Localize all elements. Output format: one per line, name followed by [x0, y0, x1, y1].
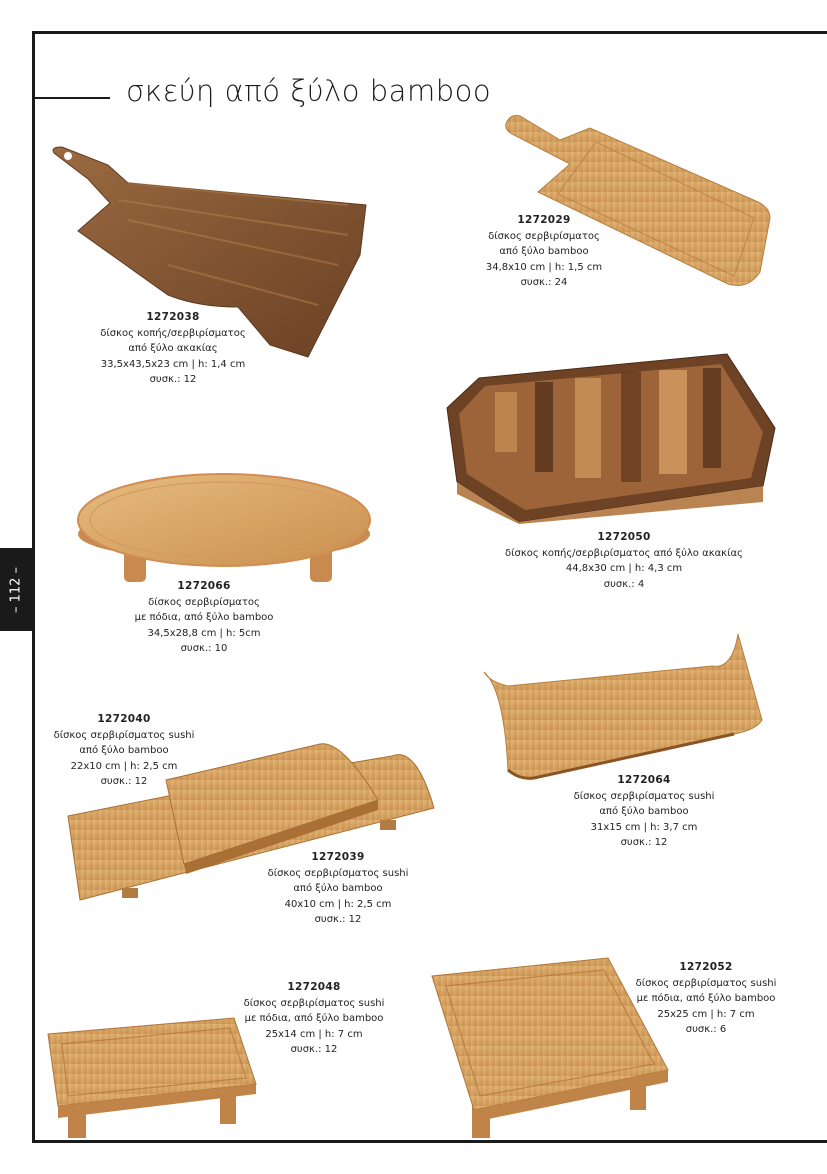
product-dimensions: 34,8x10 cm | h: 1,5 cm: [485, 261, 603, 273]
title-rule: [35, 97, 110, 99]
product-caption-1272029: [444, 213, 644, 291]
product-caption-1272066: [104, 579, 304, 657]
product-dimensions: 25x14 cm | h: 7 cm: [265, 1028, 363, 1040]
product-pack: συσκ.: 12: [620, 837, 668, 848]
product-description: δίσκος κοπής/σερβιρίσματος: [100, 327, 246, 339]
product-caption-1272039: [238, 850, 438, 928]
product-description: με πόδια, από ξύλο bamboo: [134, 612, 274, 623]
product-caption-1272050: [474, 530, 774, 592]
product-dimensions: 22x10 cm | h: 2,5 cm: [70, 760, 178, 772]
product-caption-1272040: [24, 712, 224, 790]
product-description: με πόδια, από ξύλο bamboo: [244, 1013, 384, 1024]
product-code: 1272040: [97, 713, 151, 725]
product-description: δίσκος σερβιρίσματος sushi: [53, 729, 195, 741]
product-code: 1272064: [617, 774, 671, 786]
product-caption-1272052: [606, 960, 806, 1038]
product-description: από ξύλο ακακίας: [128, 343, 218, 354]
product-dimensions: 31x15 cm | h: 3,7 cm: [590, 821, 698, 833]
product-description: από ξύλο bamboo: [79, 745, 169, 756]
product-pack: συσκ.: 12: [314, 914, 362, 925]
page-title: σκεύη από ξύλο bamboo: [126, 74, 492, 108]
product-description: από ξύλο bamboo: [293, 883, 383, 894]
product-pack: συσκ.: 12: [149, 374, 197, 385]
product-pack: συσκ.: 24: [520, 277, 568, 288]
product-photo-acacia-end-grain-board: [445, 352, 778, 524]
product-dimensions: 40x10 cm | h: 2,5 cm: [284, 898, 392, 910]
product-pack: συσκ.: 12: [100, 776, 148, 787]
product-caption-1272038: [48, 310, 298, 388]
product-description: από ξύλο bamboo: [499, 246, 589, 257]
product-code: 1272039: [311, 851, 365, 863]
product-caption-1272064: [544, 773, 744, 851]
product-caption-1272048: [214, 980, 414, 1058]
page-frame-left: [32, 31, 35, 1143]
product-description: δίσκος σερβιρίσματος: [488, 230, 600, 242]
product-dimensions: 33,5x43,5x23 cm | h: 1,4 cm: [100, 358, 246, 370]
page-frame-top: [32, 31, 827, 34]
product-dimensions: 44,8x30 cm | h: 4,3 cm: [565, 563, 683, 574]
product-dimensions: 34,5x28,8 cm | h: 5cm: [147, 627, 261, 639]
product-photo-oval-tray-with-feet: [76, 472, 372, 584]
product-description: με πόδια, από ξύλο bamboo: [636, 993, 776, 1004]
product-description: δίσκος σερβιρίσματος sushi: [635, 977, 777, 989]
product-description: δίσκος σερβιρίσματος sushi: [243, 997, 385, 1009]
product-description: δίσκος σερβιρίσματος sushi: [267, 867, 409, 879]
product-pack: συσκ.: 6: [685, 1024, 727, 1035]
page-number-tab: [0, 548, 32, 631]
product-photo-curved-sushi-tray: [480, 630, 768, 782]
product-description: δίσκος σερβιρίσματος: [148, 596, 260, 608]
page-number: – 112 –: [8, 566, 24, 613]
product-code: 1272050: [597, 531, 651, 543]
product-code: 1272029: [517, 214, 571, 226]
product-dimensions: 25x25 cm | h: 7 cm: [657, 1008, 755, 1020]
product-code: 1272052: [679, 961, 733, 973]
product-code: 1272048: [287, 981, 341, 993]
product-pack: συσκ.: 4: [603, 578, 645, 590]
product-code: 1272066: [177, 580, 231, 592]
product-pack: συσκ.: 10: [180, 643, 228, 654]
product-description: δίσκος σερβιρίσματος sushi: [573, 790, 715, 802]
product-description: από ξύλο bamboo: [599, 806, 689, 817]
product-description: δίσκος κοπής/σερβιρίσματος από ξύλο ακακίας: [505, 547, 743, 559]
product-pack: συσκ.: 12: [290, 1044, 338, 1055]
product-code: 1272038: [146, 311, 200, 323]
